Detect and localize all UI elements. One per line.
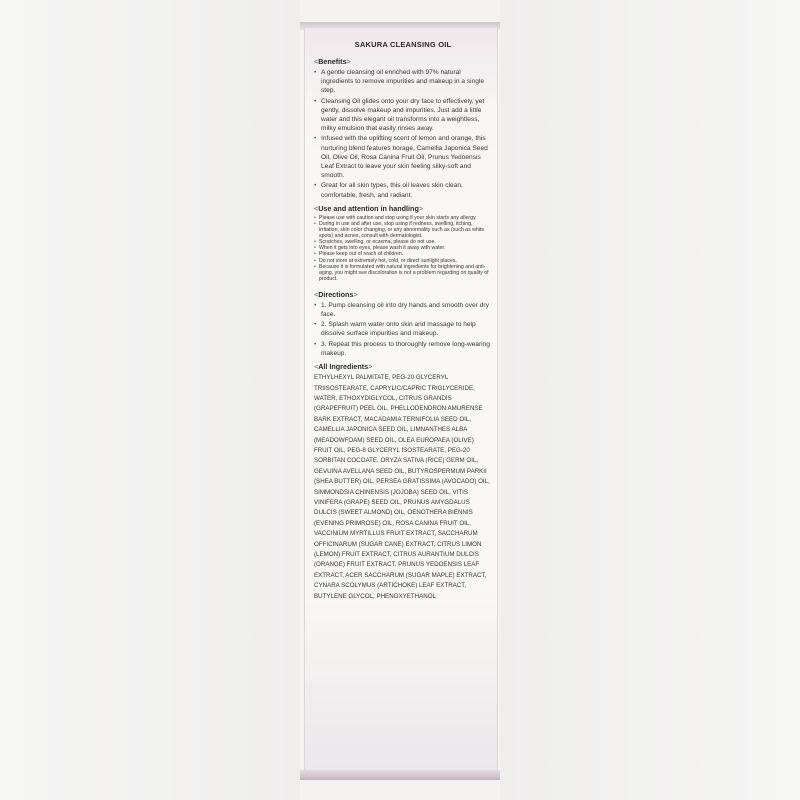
directions-heading: <Directions> bbox=[314, 289, 358, 299]
list-item: • 2. Splash warm water onto skin and massage to help dissolve surface impurities and makeup. bbox=[314, 320, 492, 338]
list-item: • Scratches, swelling, or eczema, please do not use. bbox=[314, 239, 492, 245]
handling-section bbox=[314, 204, 492, 282]
ingredients-section bbox=[314, 362, 492, 602]
benefits-heading-text: Benefits bbox=[318, 57, 347, 66]
list-item: • A gentle cleansing oil enriched with 97% natural ingredients to remove impurities and makeup in a single step. bbox=[314, 68, 492, 96]
list-item: • Because it is formulated with natural ingredients for brightening and anti-aging, you might see discoloration is not a problem regarding on quality of product. bbox=[314, 264, 492, 282]
directions-list bbox=[314, 301, 492, 358]
ingredients-heading-text: All Ingredients bbox=[318, 362, 369, 372]
list-item: • When it gets into eyes, please wash it away with water. bbox=[314, 245, 492, 251]
benefits-section bbox=[314, 57, 492, 200]
handling-heading-text: Use and attention in handling bbox=[318, 203, 419, 213]
list-item: • 3. Repeat this process to thoroughly remove long-wearing makeup. bbox=[314, 340, 492, 358]
list-item: • Please keep out of reach of children. bbox=[314, 251, 492, 257]
directions-heading-text: Directions bbox=[318, 289, 354, 299]
list-item: • During in use and after use, stop using if redness, swelling, itching, irritation, skin color changing, or any abnormality such as (such as white spots) and acnes, consult with dermatologist. bbox=[314, 221, 492, 239]
list-item: • 1. Pump cleansing oil into dry hands and smooth over dry face. bbox=[314, 301, 492, 319]
list-item: • Do not store at extremely hot, cold, or direct sunlight places. bbox=[314, 258, 492, 264]
handling-heading: <Use and attention in handling> bbox=[314, 203, 424, 213]
background-right bbox=[500, 0, 800, 800]
list-item: • Please use with caution and stop using if your skin starts any allergy. bbox=[314, 215, 492, 221]
ingredients-heading: <All Ingredients> bbox=[314, 362, 373, 372]
directions-section bbox=[314, 290, 492, 358]
list-item: • Great for all skin types, this oil leaves skin clean, comfortable, fresh, and radiant. bbox=[314, 181, 492, 199]
product-title: SAKURA CLEANSING OIL bbox=[354, 40, 452, 49]
background-left bbox=[0, 0, 300, 800]
list-item: • Infused with the uplifting scent of lemon and orange, this nurturing blend features borage, Camellia Japonica Seed Oil, Olive Oil, Rosa Canina Fruit Oil, Prunus Yedoensis Leaf Extract to leave your skin feeling silky-soft and smooth. bbox=[314, 134, 492, 180]
ingredients-text: ETHYLHEXYL PALMITATE, PEG-20 GLYCERYL TRIISOSTEARATE, CAPRYLIC/CAPRIC TRIGLYCERIDE, WATER, ETHOXYDIGLYCOL, CITRUS GRANDIS (GRAPEFRUIT) PEEL OIL, PHELLODENDRON AMURENSE BARK EXTRACT, MACADAMIA TERNIFOLIA SEED OIL, CAMELLIA JAPONICA SEED OIL, LIMNANTHES ALBA (MEADOWFOAM) SEED OIL, OLEA EUROPAEA (OLIVE) FRUIT OIL, PEG-8 GLYCERYL ISOSTEARATE, PEG-20 SORBITAN COCOATE, ORYZA SATIVA (RICE) GERM OIL, GEVUINA AVELLANA SEED OIL, BUTYROSPERMUM PARKII (SHEA BUTTER) OIL, PERSEA GRATISSIMA (AVOCADO) OIL, SIMMONDSIA CHINENSIS (JOJOBA) SEED OIL, VITIS VINIFERA (GRAPE) SEED OIL, PRUNUS AMYGDALUS DULCIS (SWEET ALMOND) OIL, OENOTHERA BIENNIS (EVENING PRIMROSE) OIL, ROSA CANINA FRUIT OIL, VACCINIUM MYRTILLUS FRUIT EXTRACT, SACCHARUM OFFICINARUM (SUGAR CANE) EXTRACT, CITRUS LIMON (LEMON) FRUIT EXTRACT, CITRUS AURANTIUM DULCIS (ORANGE) FRUIT EXTRACT, PRUNUS YEDOENSIS LEAF EXTRACT, ACER SACCHARUM (SUGAR MAPLE) EXTRACT, CYNARA SCOLYMUS (ARTICHOKE) LEAF EXTRACT, BUTYLENE GLYCOL, PHENOXYETHANOL bbox=[314, 374, 490, 600]
benefits-list bbox=[314, 68, 492, 200]
handling-list bbox=[314, 215, 492, 282]
list-item: • Cleansing Oil glides onto your dry face to effectively, yet gently, dissolve makeup and impurities. Just add a little water and this elegant oil transforms into a weightless, milky emulsion that easily rinses away. bbox=[314, 97, 492, 134]
box-bottom-edge bbox=[300, 770, 500, 780]
benefits-heading: <Benefits> bbox=[314, 57, 351, 66]
label-content bbox=[314, 40, 492, 606]
